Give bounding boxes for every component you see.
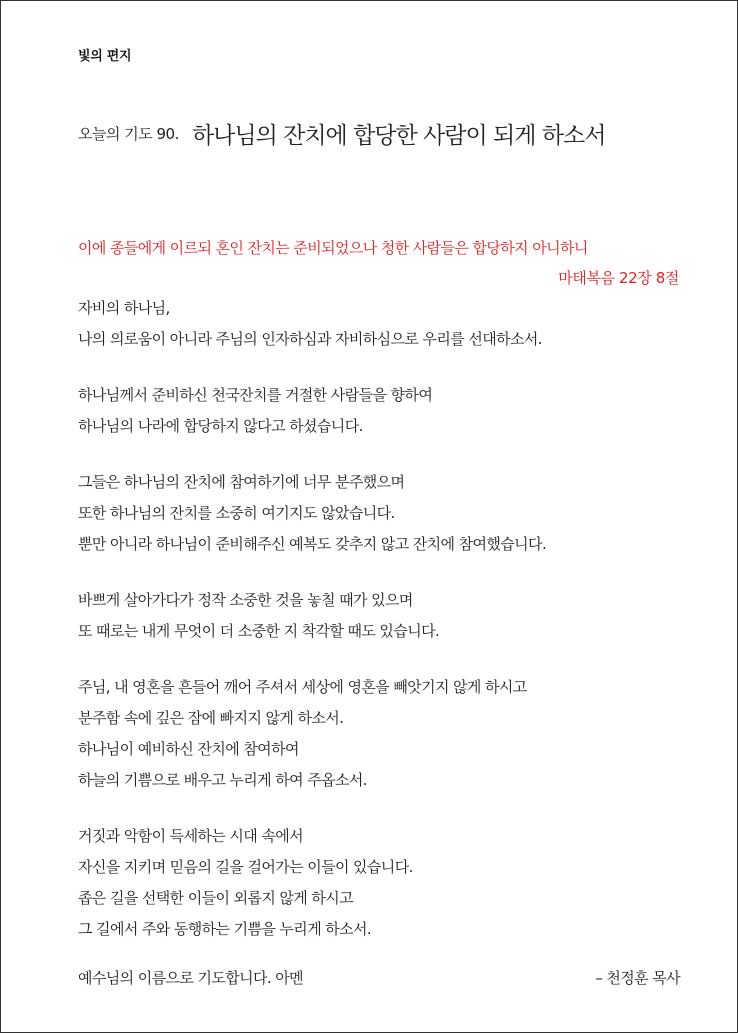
scripture-verse: 이에 종들에게 이르되 혼인 잔치는 준비되었으나 청한 사람들은 합당하지 아니하니 [78, 239, 588, 257]
prayer-line: 바쁘게 살아가다가 정작 소중한 것을 놓칠 때가 있으며 [78, 591, 413, 609]
brand-name: 빛의 편지 [78, 49, 132, 64]
prayer-line: 또 때로는 내게 무엇이 더 소중한 지 착각할 때도 있습니다. [78, 622, 440, 640]
prayer-stanza [78, 585, 680, 647]
author-signature: – 천정훈 목사 [595, 969, 680, 987]
closing-prayer: 예수님의 이름으로 기도합니다. 아멘 [78, 969, 304, 987]
prayer-line: 그 길에서 주와 동행하는 기쁨을 누리게 하소서. [78, 920, 372, 938]
closing [78, 967, 680, 991]
prayer-line: 분주함 속에 깊은 잠에 빠지지 않게 하소서. [78, 709, 344, 727]
prayer-stanza [78, 672, 680, 796]
prayer-line: 하나님의 나라에 합당하지 않다고 하셨습니다. [78, 417, 363, 435]
prayer-line: 또한 하나님의 잔치를 소중히 여기지도 않았습니다. [78, 504, 395, 522]
prayer-line: 하늘의 기쁨으로 배우고 누리게 하여 주옵소서. [78, 771, 367, 789]
prayer-line: 좁은 길을 선택한 이들이 외롭지 않게 하시고 [78, 889, 354, 907]
prayer-line: 뿐만 아니라 하나님이 준비해주신 예복도 갖추지 않고 잔치에 참여했습니다. [78, 535, 547, 553]
prayer-stanza [78, 293, 680, 355]
prayer-line: 주님, 내 영혼을 흔들어 깨어 주셔서 세상에 영혼을 빼앗기지 않게 하시고 [78, 678, 527, 696]
page-title [78, 117, 698, 150]
prayer-body [78, 293, 680, 970]
prayer-stanza [78, 467, 680, 560]
prayer-stanza [78, 380, 680, 442]
prayer-line: 그들은 하나님의 잔치에 참여하기에 너무 분주했으며 [78, 473, 405, 491]
prayer-line: 하나님이 예비하신 잔치에 참여하여 [78, 740, 299, 758]
prayer-line: 자신을 지키며 믿음의 길을 걸어가는 이들이 있습니다. [78, 858, 413, 876]
prayer-stanza [78, 821, 680, 945]
prayer-title: 하나님의 잔치에 합당한 사람이 되게 하소서 [191, 123, 606, 149]
prayer-line: 하나님께서 준비하신 천국잔치를 거절한 사람들을 향하여 [78, 386, 433, 404]
prayer-number: 오늘의 기도 90. [78, 125, 179, 143]
prayer-line: 거짓과 악함이 득세하는 시대 속에서 [78, 827, 304, 845]
prayer-line: 나의 의로움이 아니라 주님의 인자하심과 자비하심으로 우리를 선대하소서. [78, 330, 542, 348]
scripture-reference: 마태복음 22장 8절 [558, 269, 679, 287]
prayer-line: 자비의 하나님, [78, 299, 170, 317]
